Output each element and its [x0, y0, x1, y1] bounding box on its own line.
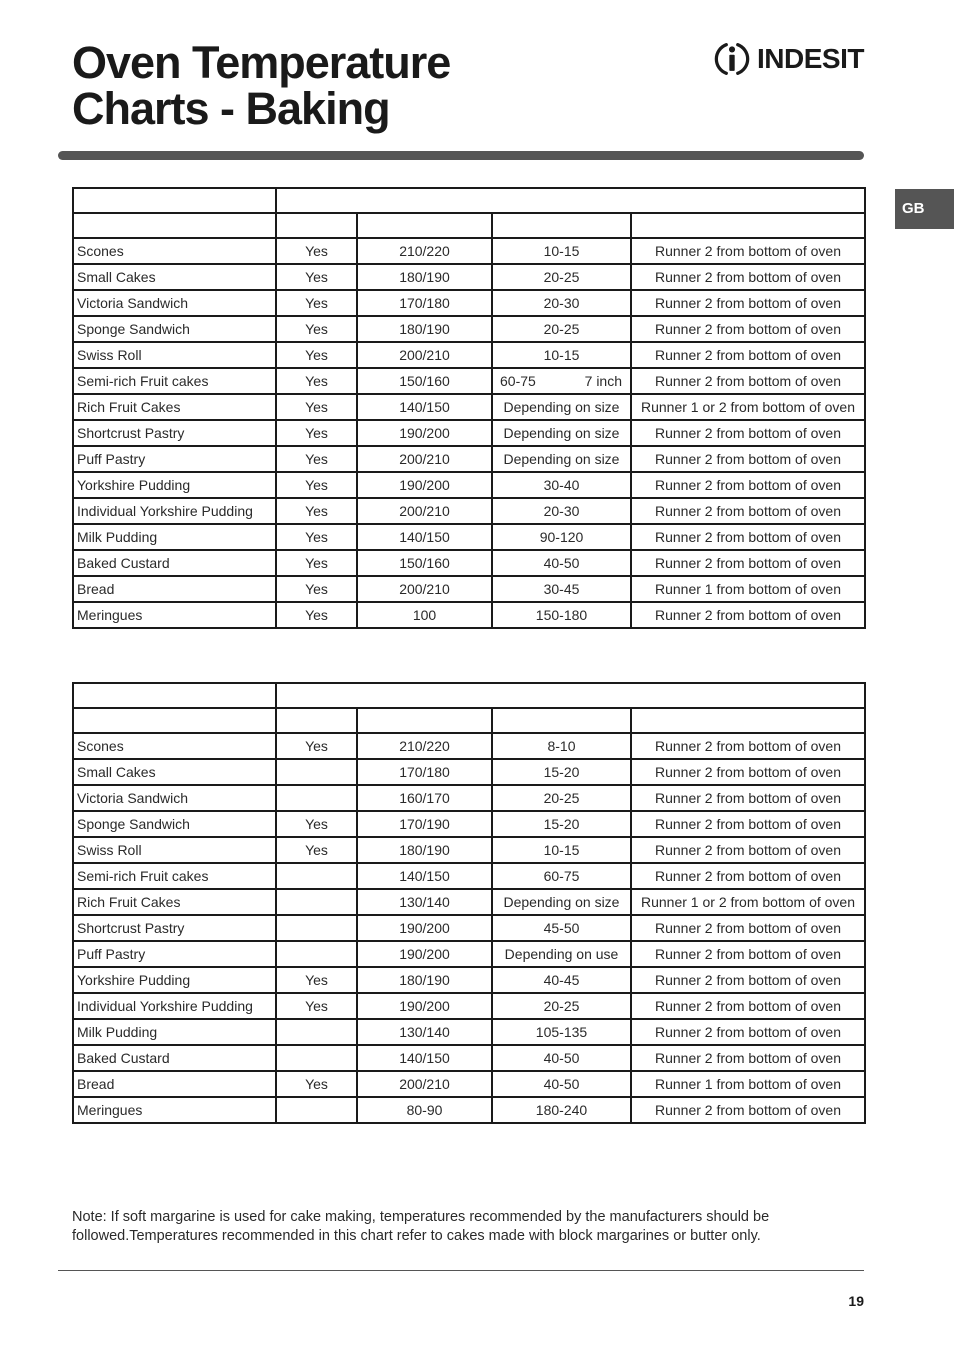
temperature-cell: 150/160: [357, 368, 492, 394]
food-cell: Yorkshire Pudding: [73, 472, 276, 498]
shelf-position-cell: Runner 2 from bottom of oven: [631, 733, 865, 759]
temperature-cell: 100: [357, 602, 492, 628]
food-cell: Yorkshire Pudding: [73, 967, 276, 993]
time-cell: 60-75: [492, 863, 631, 889]
shelf-position-cell: Runner 2 from bottom of oven: [631, 967, 865, 993]
shelf-position-cell: Runner 2 from bottom of oven: [631, 420, 865, 446]
header-cell: [492, 213, 631, 238]
shelf-position-cell: Runner 2 from bottom of oven: [631, 446, 865, 472]
table-row: [73, 915, 865, 941]
shelf-position-cell: Runner 2 from bottom of oven: [631, 290, 865, 316]
temperature-cell: 180/190: [357, 837, 492, 863]
table-1-body: [73, 188, 865, 628]
food-cell: Bread: [73, 576, 276, 602]
shelf-position-cell: Runner 1 or 2 from bottom of oven: [631, 394, 865, 420]
table-row: [73, 1097, 865, 1123]
shelf-position-cell: Runner 2 from bottom of oven: [631, 524, 865, 550]
table-row: [73, 238, 865, 264]
table-row: [73, 1045, 865, 1071]
preheat-cell: Yes: [276, 811, 357, 837]
header-cell: [357, 708, 492, 733]
shelf-position-cell: Runner 2 from bottom of oven: [631, 863, 865, 889]
food-cell: Sponge Sandwich: [73, 316, 276, 342]
preheat-cell: Yes: [276, 498, 357, 524]
shelf-position-cell: Runner 1 from bottom of oven: [631, 576, 865, 602]
preheat-cell: Yes: [276, 394, 357, 420]
preheat-cell: Yes: [276, 316, 357, 342]
preheat-cell: Yes: [276, 837, 357, 863]
preheat-cell: Yes: [276, 290, 357, 316]
time-cell: Depending on size: [492, 420, 631, 446]
preheat-cell: Yes: [276, 264, 357, 290]
temperature-cell: 140/150: [357, 524, 492, 550]
food-cell: Shortcrust Pastry: [73, 915, 276, 941]
page-title: [72, 37, 451, 134]
table-row: [73, 316, 865, 342]
food-cell: Small Cakes: [73, 264, 276, 290]
shelf-position-cell: Runner 2 from bottom of oven: [631, 941, 865, 967]
table-row: [73, 446, 865, 472]
temperature-cell: 130/140: [357, 889, 492, 915]
preheat-cell: Yes: [276, 602, 357, 628]
temperature-cell: 140/150: [357, 394, 492, 420]
time-cell: Depending on size: [492, 889, 631, 915]
shelf-position-cell: Runner 2 from bottom of oven: [631, 602, 865, 628]
food-cell: Semi-rich Fruit cakes: [73, 368, 276, 394]
temperature-cell: 180/190: [357, 264, 492, 290]
time-cell: 10-15: [492, 238, 631, 264]
temperature-cell: 170/190: [357, 811, 492, 837]
preheat-cell: Yes: [276, 238, 357, 264]
table-subheader-row: [73, 708, 865, 733]
table-row: [73, 811, 865, 837]
table-row: [73, 264, 865, 290]
shelf-position-cell: Runner 2 from bottom of oven: [631, 1019, 865, 1045]
baking-table-1: [72, 187, 866, 629]
baking-table-2: [72, 682, 866, 1124]
footer-divider: [58, 1270, 864, 1271]
table-row: [73, 863, 865, 889]
food-cell: Baked Custard: [73, 550, 276, 576]
preheat-cell: [276, 785, 357, 811]
shelf-position-cell: Runner 2 from bottom of oven: [631, 837, 865, 863]
time-cell: Depending on use: [492, 941, 631, 967]
temperature-cell: 180/190: [357, 967, 492, 993]
temperature-cell: 190/200: [357, 993, 492, 1019]
table-row: [73, 967, 865, 993]
food-cell: Meringues: [73, 602, 276, 628]
shelf-position-cell: Runner 2 from bottom of oven: [631, 342, 865, 368]
food-cell: Scones: [73, 238, 276, 264]
header-cell: [631, 708, 865, 733]
time-cell: 20-30: [492, 290, 631, 316]
temperature-cell: 180/190: [357, 316, 492, 342]
food-cell: Sponge Sandwich: [73, 811, 276, 837]
indesit-logo-icon: [712, 38, 752, 80]
header-cell: [276, 188, 865, 213]
time-cell: 15-20: [492, 759, 631, 785]
time-value: 60-75: [500, 373, 536, 389]
temperature-cell: 150/160: [357, 550, 492, 576]
time-cell: [492, 368, 631, 394]
page-number: 19: [848, 1293, 864, 1309]
page-title-line1: Oven Temperature: [72, 37, 451, 88]
preheat-cell: Yes: [276, 446, 357, 472]
temperature-cell: 200/210: [357, 576, 492, 602]
shelf-position-cell: Runner 1 from bottom of oven: [631, 1071, 865, 1097]
shelf-position-cell: Runner 2 from bottom of oven: [631, 759, 865, 785]
preheat-cell: Yes: [276, 1071, 357, 1097]
shelf-position-cell: Runner 2 from bottom of oven: [631, 316, 865, 342]
food-cell: Meringues: [73, 1097, 276, 1123]
footnote: Note: If soft margarine is used for cake making, temperatures recommended by the manufacturers should be followed.Temperatures recommended in this chart refer to cakes made with block margarines or butter only.: [72, 1209, 770, 1244]
temperature-cell: 200/210: [357, 342, 492, 368]
table-row: [73, 759, 865, 785]
temperature-cell: 80-90: [357, 1097, 492, 1123]
temperature-cell: 190/200: [357, 915, 492, 941]
preheat-cell: Yes: [276, 550, 357, 576]
time-cell: 20-25: [492, 264, 631, 290]
preheat-cell: [276, 889, 357, 915]
temperature-cell: 130/140: [357, 1019, 492, 1045]
time-cell: 30-40: [492, 472, 631, 498]
preheat-cell: [276, 759, 357, 785]
table-row: [73, 472, 865, 498]
shelf-position-cell: Runner 2 from bottom of oven: [631, 264, 865, 290]
shelf-position-cell: Runner 2 from bottom of oven: [631, 1097, 865, 1123]
time-cell: 40-50: [492, 1071, 631, 1097]
table-row: [73, 498, 865, 524]
time-cell: Depending on size: [492, 394, 631, 420]
temperature-cell: 190/200: [357, 420, 492, 446]
food-cell: Shortcrust Pastry: [73, 420, 276, 446]
temperature-cell: 210/220: [357, 238, 492, 264]
table-row: [73, 733, 865, 759]
food-cell: Scones: [73, 733, 276, 759]
preheat-cell: Yes: [276, 576, 357, 602]
food-cell: Swiss Roll: [73, 837, 276, 863]
table-row: [73, 550, 865, 576]
food-cell: Rich Fruit Cakes: [73, 889, 276, 915]
preheat-cell: [276, 863, 357, 889]
time-cell: 150-180: [492, 602, 631, 628]
time-cell: 180-240: [492, 1097, 631, 1123]
time-cell: 90-120: [492, 524, 631, 550]
shelf-position-cell: Runner 2 from bottom of oven: [631, 498, 865, 524]
preheat-cell: Yes: [276, 733, 357, 759]
preheat-cell: [276, 915, 357, 941]
table-header-row: [73, 683, 865, 708]
table-row: [73, 368, 865, 394]
table-row: [73, 1019, 865, 1045]
food-cell: Small Cakes: [73, 759, 276, 785]
food-cell: Baked Custard: [73, 1045, 276, 1071]
preheat-cell: Yes: [276, 368, 357, 394]
table-row: [73, 889, 865, 915]
table-2-body: [73, 683, 865, 1123]
food-cell: Individual Yorkshire Pudding: [73, 498, 276, 524]
temperature-cell: 190/200: [357, 472, 492, 498]
temperature-cell: 140/150: [357, 1045, 492, 1071]
header-cell: [73, 683, 276, 708]
time-cell: Depending on size: [492, 446, 631, 472]
preheat-cell: Yes: [276, 342, 357, 368]
tin-size: 7 inch: [584, 373, 622, 389]
temperature-cell: 140/150: [357, 863, 492, 889]
food-cell: Bread: [73, 1071, 276, 1097]
table-row: [73, 1071, 865, 1097]
food-cell: Individual Yorkshire Pudding: [73, 993, 276, 1019]
time-cell: 45-50: [492, 915, 631, 941]
preheat-cell: Yes: [276, 524, 357, 550]
temperature-cell: 170/180: [357, 759, 492, 785]
time-cell: 40-50: [492, 550, 631, 576]
table-row: [73, 941, 865, 967]
header-cell: [276, 683, 865, 708]
preheat-cell: [276, 1097, 357, 1123]
preheat-cell: Yes: [276, 993, 357, 1019]
shelf-position-cell: Runner 2 from bottom of oven: [631, 1045, 865, 1071]
table-header-row: [73, 188, 865, 213]
header-cell: [73, 213, 276, 238]
time-cell: 20-25: [492, 993, 631, 1019]
time-cell: 40-50: [492, 1045, 631, 1071]
table-row: [73, 785, 865, 811]
food-cell: Rich Fruit Cakes: [73, 394, 276, 420]
food-cell: Swiss Roll: [73, 342, 276, 368]
preheat-cell: [276, 1045, 357, 1071]
time-cell: 20-25: [492, 316, 631, 342]
temperature-cell: 170/180: [357, 290, 492, 316]
table-subheader-row: [73, 213, 865, 238]
header-cell: [73, 708, 276, 733]
shelf-position-cell: Runner 2 from bottom of oven: [631, 785, 865, 811]
header-cell: [73, 188, 276, 213]
temperature-cell: 200/210: [357, 446, 492, 472]
shelf-position-cell: Runner 2 from bottom of oven: [631, 472, 865, 498]
shelf-position-cell: Runner 2 from bottom of oven: [631, 238, 865, 264]
time-cell: 20-25: [492, 785, 631, 811]
table-row: [73, 993, 865, 1019]
food-cell: Semi-rich Fruit cakes: [73, 863, 276, 889]
food-cell: Milk Pudding: [73, 1019, 276, 1045]
header-cell: [492, 708, 631, 733]
preheat-cell: [276, 941, 357, 967]
time-cell: 30-45: [492, 576, 631, 602]
food-cell: Puff Pastry: [73, 446, 276, 472]
table-row: [73, 290, 865, 316]
preheat-cell: Yes: [276, 472, 357, 498]
table-row: [73, 576, 865, 602]
food-cell: Puff Pastry: [73, 941, 276, 967]
preheat-cell: Yes: [276, 420, 357, 446]
header-cell: [357, 213, 492, 238]
region-tab: GB: [895, 189, 954, 229]
temperature-cell: 200/210: [357, 498, 492, 524]
preheat-cell: [276, 1019, 357, 1045]
time-cell: 105-135: [492, 1019, 631, 1045]
header-cell: [276, 213, 357, 238]
brand-logo: [712, 38, 864, 80]
header-divider: [58, 151, 864, 160]
time-cell: 10-15: [492, 342, 631, 368]
temperature-cell: 210/220: [357, 733, 492, 759]
table-row: [73, 342, 865, 368]
shelf-position-cell: Runner 2 from bottom of oven: [631, 368, 865, 394]
food-cell: Victoria Sandwich: [73, 290, 276, 316]
preheat-cell: Yes: [276, 967, 357, 993]
time-cell: 20-30: [492, 498, 631, 524]
table-row: [73, 394, 865, 420]
time-cell: 8-10: [492, 733, 631, 759]
shelf-position-cell: Runner 2 from bottom of oven: [631, 915, 865, 941]
time-cell: 10-15: [492, 837, 631, 863]
page-title-line2: Charts - Baking: [72, 83, 390, 134]
food-cell: Victoria Sandwich: [73, 785, 276, 811]
header-cell: [276, 708, 357, 733]
shelf-position-cell: Runner 1 or 2 from bottom of oven: [631, 889, 865, 915]
table-row: [73, 837, 865, 863]
shelf-position-cell: Runner 2 from bottom of oven: [631, 811, 865, 837]
header-cell: [631, 213, 865, 238]
time-cell: 40-45: [492, 967, 631, 993]
shelf-position-cell: Runner 2 from bottom of oven: [631, 993, 865, 1019]
table-row: [73, 524, 865, 550]
table-row: [73, 420, 865, 446]
shelf-position-cell: Runner 2 from bottom of oven: [631, 550, 865, 576]
temperature-cell: 190/200: [357, 941, 492, 967]
temperature-cell: 200/210: [357, 1071, 492, 1097]
food-cell: Milk Pudding: [73, 524, 276, 550]
brand-name: INDESIT: [757, 43, 864, 74]
time-cell: 15-20: [492, 811, 631, 837]
temperature-cell: 160/170: [357, 785, 492, 811]
table-row: [73, 602, 865, 628]
